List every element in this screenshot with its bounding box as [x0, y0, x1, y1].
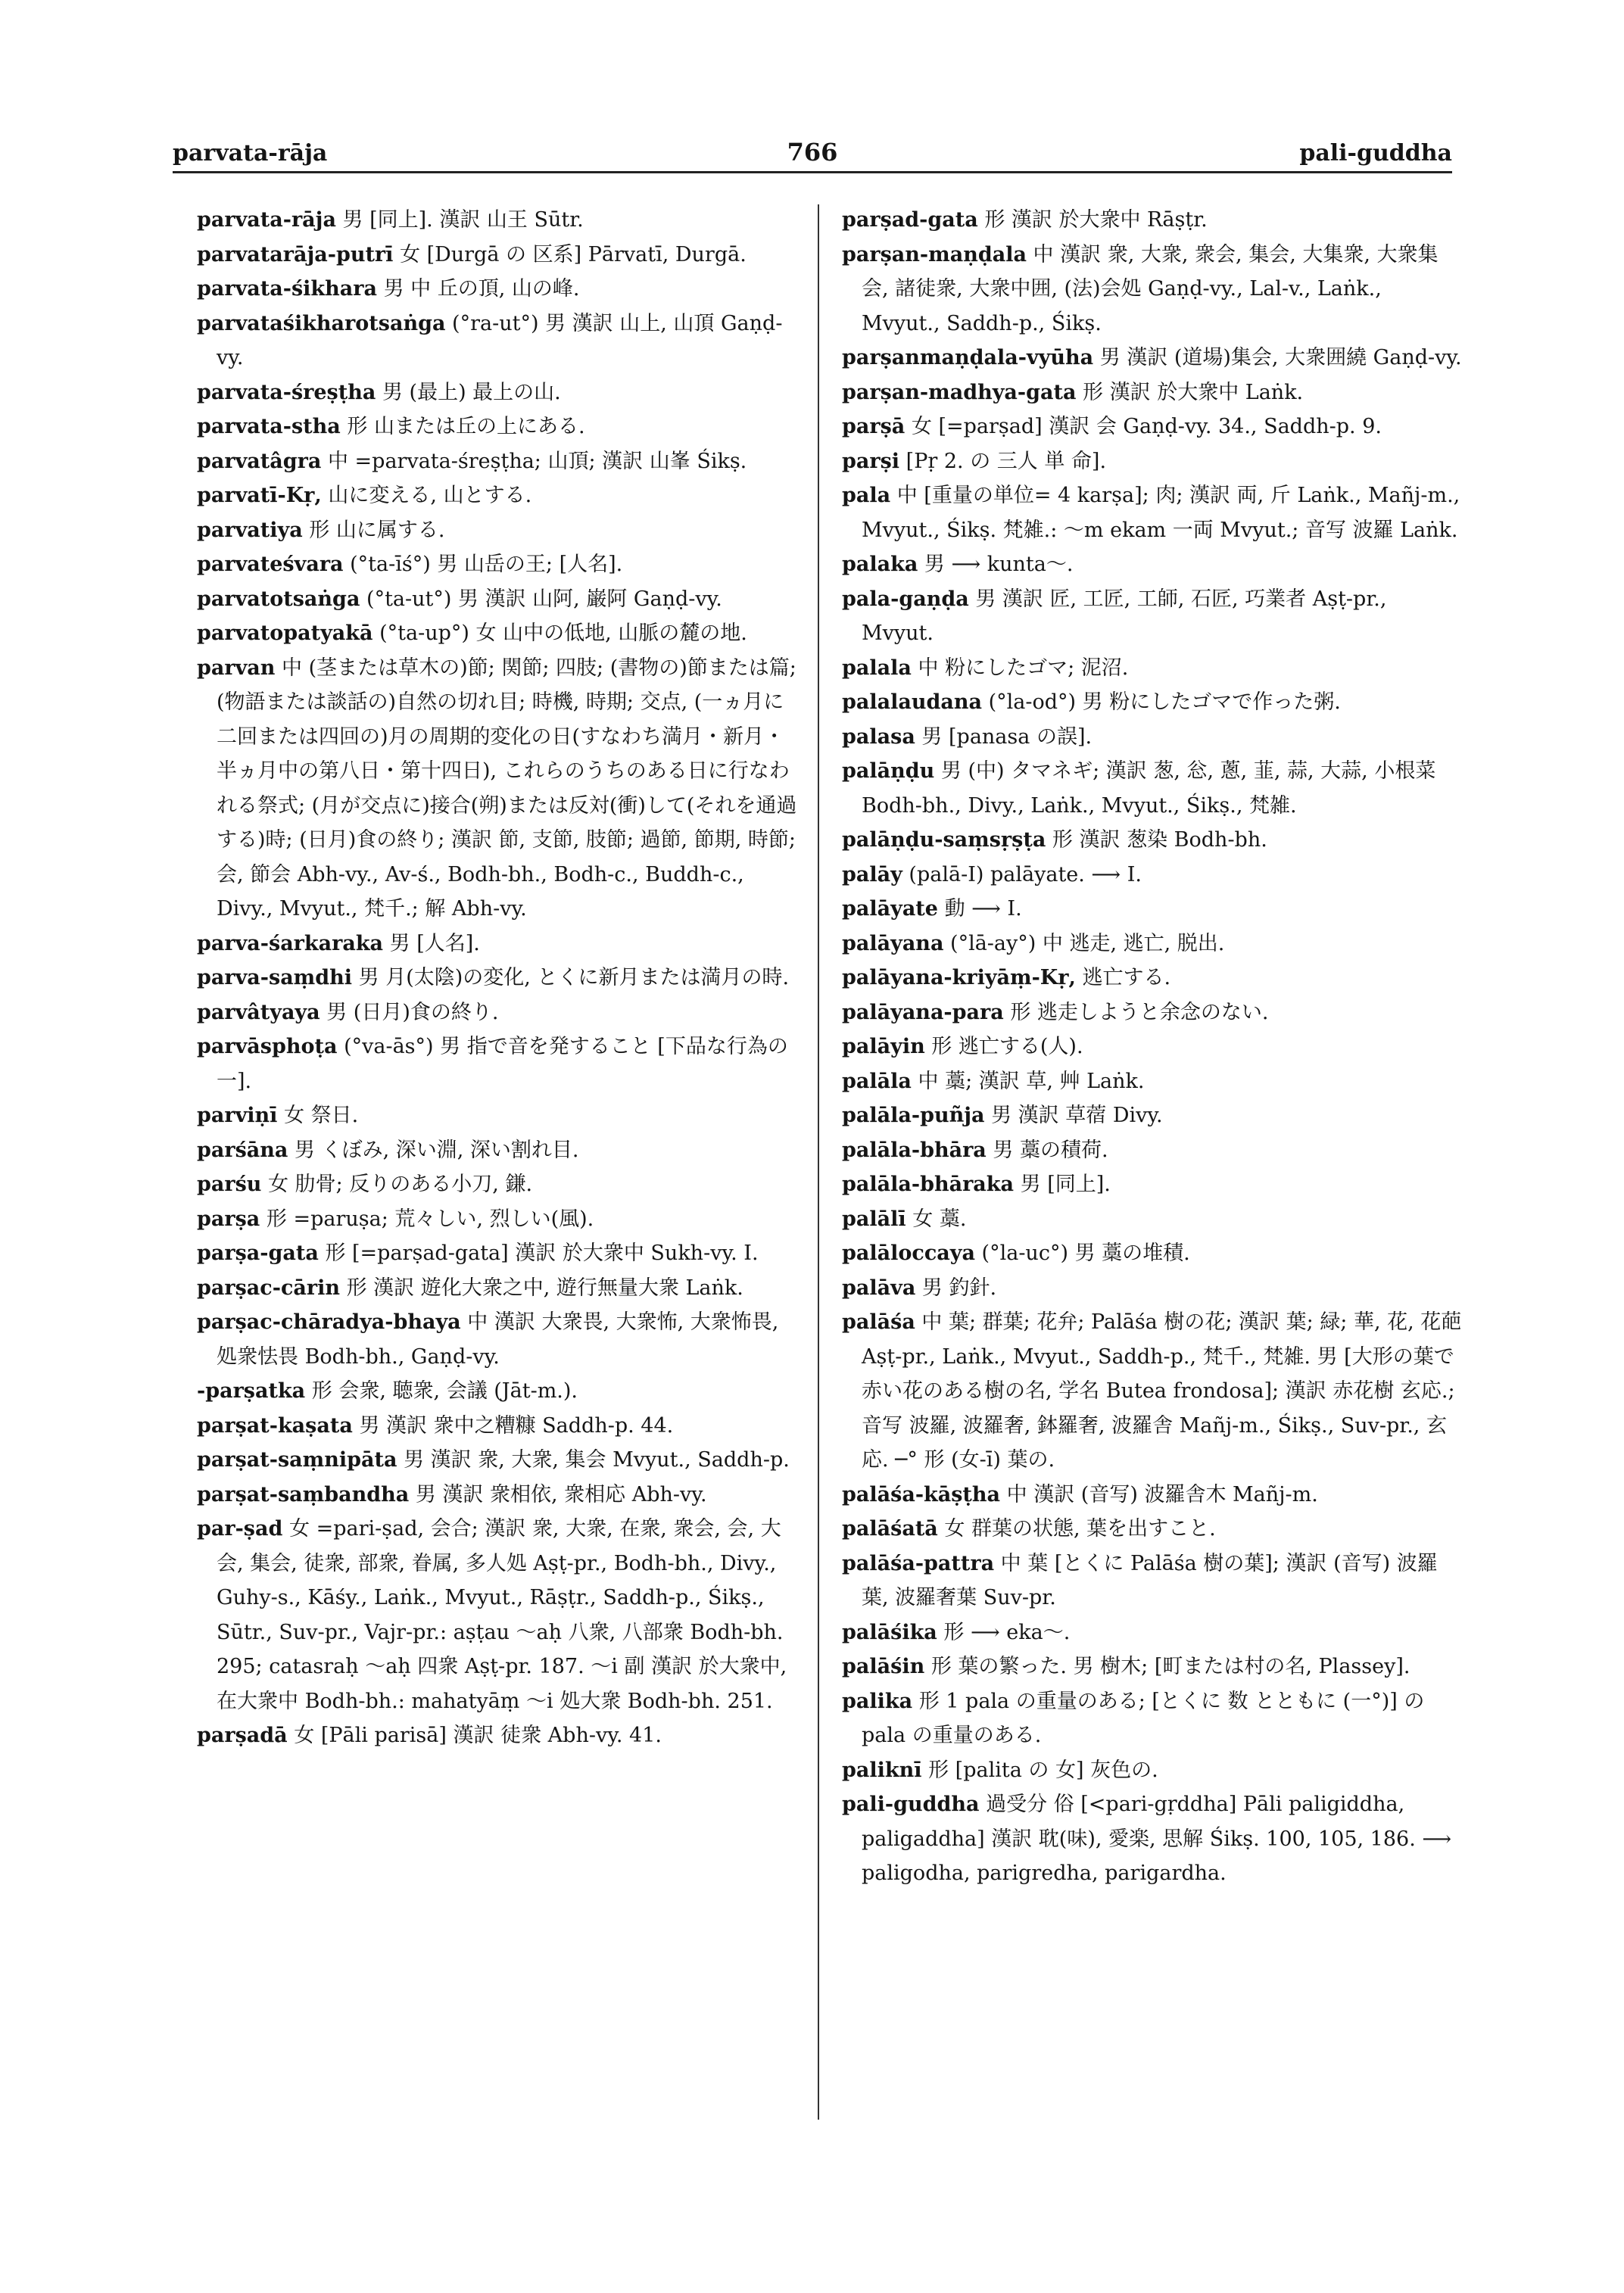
entry-definition: 動 ⟶ I. [944, 897, 1022, 921]
dictionary-entry [197, 961, 803, 995]
entry-definition: 男 月(太陰)の変化, とくに新月または満月の時. [358, 966, 790, 989]
entry-headword: parvatī-Kṛ, [197, 484, 322, 507]
dictionary-entry [197, 651, 803, 927]
entry-definition: 形 ⟶ eka～. [943, 1620, 1071, 1644]
entry-headword: parvata-stha [197, 415, 341, 438]
dictionary-entry [842, 1133, 1463, 1168]
entry-headword: parṣac-cārin [197, 1276, 340, 1300]
dictionary-entry [197, 1305, 803, 1374]
entry-definition: (°ta-up°) 女 山中の低地, 山脈の麓の地. [379, 622, 747, 645]
entry-headword: palāyin [842, 1035, 925, 1058]
entry-headword: palala [842, 656, 912, 680]
entry-headword: palāy [842, 862, 902, 886]
entry-definition: (°va-ās°) 男 指で音を発すること [下品な行為の一]. [217, 1035, 788, 1093]
entry-definition: 形 逃亡する(人). [931, 1035, 1083, 1058]
dictionary-entry [197, 1443, 803, 1478]
entry-headword: palāla-bhāraka [842, 1173, 1015, 1196]
entry-definition: 男 くぼみ, 深い淵, 深い割れ目. [295, 1138, 579, 1162]
dictionary-entry [197, 547, 803, 582]
dictionary-entry [197, 1202, 803, 1237]
dictionary-entry [842, 238, 1463, 341]
entry-definition: 逃亡する. [1082, 966, 1171, 989]
entry-headword: pala-gaṇḍa [842, 587, 969, 611]
dictionary-entry [842, 1547, 1463, 1615]
entry-headword: paliknī [842, 1758, 922, 1782]
entry-definition: 男 漢訳 匠, 工匠, 工師, 石匠, 巧業者 Aṣṭ-pr., Mvyut. [862, 587, 1387, 645]
entry-definition: 中 [重量の単位= 4 karṣa]; 肉; 漢訳 両, 斤 Laṅk., Mañj-m., Mvyut., Śikṣ. 梵雑.: ～m ekam 一両 Mvyut.; 音写 波羅 Laṅk. [862, 484, 1460, 542]
entry-definition: 形 漢訳 葱染 Bodh-bh. [1052, 828, 1267, 852]
entry-headword: parṣac-chāradya-bhaya [197, 1310, 461, 1334]
dictionary-entry [842, 892, 1463, 927]
entry-headword: -parṣatka [197, 1379, 306, 1403]
entry-headword: parvatopatyakā [197, 622, 373, 645]
dictionary-entry [197, 1133, 803, 1168]
entry-definition: 男 [人名]. [389, 931, 480, 955]
entry-definition: 形 山または丘の上にある. [347, 415, 585, 438]
entry-definition: 男 [同上]. [1020, 1173, 1111, 1196]
entry-headword: palaka [842, 553, 918, 576]
dictionary-entry [842, 375, 1463, 410]
dictionary-entry [842, 1202, 1463, 1237]
dictionary-entry [842, 203, 1463, 238]
entry-headword: parvata-rāja [197, 208, 336, 232]
entry-headword: palāyana [842, 931, 944, 955]
entry-definition: 男 漢訳 草蓿 Divy. [991, 1104, 1163, 1127]
page-header [173, 133, 1452, 173]
entry-definition: (°la-uc°) 男 藁の堆積. [981, 1242, 1190, 1265]
entry-definition: 中 漢訳 衆, 大衆, 衆会, 集会, 大集衆, 大衆集会, 諸徒衆, 大衆中囲, (法)会処 Gaṇḍ-vy., Lal-v., Laṅk., Mvyut., Saddh-p., Śikṣ. [862, 242, 1439, 335]
entry-definition: (°ra-ut°) 男 漢訳 山上, 山頂 Gaṇḍ-vy. [217, 311, 783, 369]
entry-headword: parṣat-saṃbandha [197, 1482, 410, 1506]
entry-headword: parśāna [197, 1138, 288, 1162]
entry-definition: (°ta-īś°) 男 山岳の王; [人名]. [350, 553, 623, 576]
dictionary-entry [197, 307, 803, 375]
entry-definition: 中 葉 [とくに Palāśa 樹の葉]; 漢訳 (音写) 波羅葉, 波羅奢葉 Suv-pr. [862, 1551, 1438, 1609]
entry-definition: 形 漢訳 於大衆中 Rāṣṭr. [984, 208, 1208, 232]
entry-definition: 女 藁. [912, 1207, 967, 1231]
dictionary-entry [842, 1753, 1463, 1788]
entry-definition: 過受分 俗 [<pari-gṛddha] Pāli paligiddha, paligaddha] 漢訳 耽(味), 愛楽, 思解 Śikṣ. 100, 105, 186. ⟶ paligodha, parigredha, parigardha. [862, 1793, 1452, 1885]
entry-headword: palāyana-para [842, 1000, 1004, 1024]
entry-definition: 形 漢訳 遊化大衆之中, 遊行無量大衆 Laṅk. [346, 1276, 743, 1300]
dictionary-entry [197, 272, 803, 307]
dictionary-entry [197, 444, 803, 479]
entry-headword: parva-śarkaraka [197, 931, 384, 955]
entry-definition: 女 =pari-ṣad, 会合; 漢訳 衆, 大衆, 在衆, 衆会, 会, 大会, 集会, 徒衆, 部衆, 眷属, 多人処 Aṣṭ-pr., Bodh-bh., Divy., Guhy-s., Kāśy., Laṅk., Mvyut., Rāṣṭr., Saddh-p., Śikṣ., Sūtr., Suv-pr., Vajr-pr.: aṣṭau ～aḥ 八衆, 八部衆 Bodh-bh. 295; catasraḥ ～aḥ 四衆 Aṣṭ-pr. 187. ～i 副 漢訳 於大衆中, 在大衆中 Bodh-bh.: mahatyāṃ ～i 処大衆 Bodh-bh. 251. [217, 1517, 787, 1713]
entry-headword: palāśa [842, 1310, 915, 1334]
entry-definition: 男 (中) タマネギ; 漢訳 葱, 忩, 蔥, 韮, 蒜, 大蒜, 小根菜 Bodh-bh., Divy., Laṅk., Mvyut., Śikṣ., 梵雑. [862, 759, 1436, 818]
entry-headword: pala [842, 484, 891, 507]
entry-definition: (°lā-ay°) 中 逃走, 逃亡, 脱出. [950, 931, 1225, 955]
entry-definition: 男 漢訳 (道場)集会, 大衆囲繞 Gaṇḍ-vy. [1099, 346, 1462, 369]
entry-headword: palāṇḍu-saṃsṛṣṭa [842, 828, 1046, 852]
dictionary-entry [842, 685, 1463, 720]
entry-headword: parvataśikharotsaṅga [197, 311, 446, 335]
entry-definition: 男 漢訳 衆相依, 衆相応 Abh-vy. [415, 1482, 707, 1506]
left-guide-word: parvata-rāja [173, 140, 328, 167]
entry-headword: palāla-puñja [842, 1104, 985, 1127]
dictionary-entry [842, 341, 1463, 375]
entry-headword: parṣā [842, 415, 906, 438]
dictionary-entry [842, 582, 1463, 651]
entry-definition: (°la-od°) 男 粉にしたゴマで作った粥. [988, 690, 1341, 714]
dictionary-entry [842, 1305, 1463, 1478]
entry-definition: 女 群葉の状態, 葉を出すこと. [944, 1517, 1216, 1541]
dictionary-entry [197, 927, 803, 961]
dictionary-entry [197, 1236, 803, 1271]
entry-headword: parṣa [197, 1207, 260, 1231]
entry-definition: 女 [Pāli parisā] 漢訳 徒衆 Abh-vy. 41. [294, 1724, 662, 1747]
entry-definition: 女 肋骨; 反りのある小刀, 鎌. [268, 1173, 533, 1196]
entry-headword: palāśa-kāṣṭha [842, 1482, 1001, 1506]
entry-headword: parvan [197, 656, 276, 680]
entry-headword: parviṇī [197, 1104, 278, 1127]
entry-definition: 男 (最上) 最上の山. [382, 380, 561, 404]
entry-headword: parṣa-gata [197, 1242, 319, 1265]
entry-definition: 形 会衆, 聴衆, 会議 (Jāt-m.). [311, 1379, 578, 1403]
entry-headword: parṣi [842, 449, 900, 473]
entry-headword: parṣadā [197, 1724, 288, 1747]
dictionary-entry [842, 823, 1463, 858]
dictionary-entry [197, 1478, 803, 1513]
entry-definition: 形 [palita の 女] 灰色の. [928, 1758, 1158, 1782]
left-column [197, 203, 803, 1753]
dictionary-entry [197, 513, 803, 548]
dictionary-entry [197, 616, 803, 651]
entry-definition: 男 漢訳 衆中之糟糠 Saddh-p. 44. [359, 1413, 674, 1438]
dictionary-entry [197, 238, 803, 273]
dictionary-entry [197, 1374, 803, 1409]
entry-headword: palāyate [842, 897, 938, 921]
dictionary-entry [842, 1478, 1463, 1513]
entry-definition: 形 1 pala の重量のある; [とくに 数 とともに (一°)] の pala の重量のある. [862, 1689, 1425, 1747]
entry-definition: (°ta-ut°) 男 漢訳 山阿, 巌阿 Gaṇḍ-vy. [366, 587, 722, 611]
entry-definition: 女 [Durgā の 区系] Pārvatī, Durgā. [400, 242, 747, 266]
dictionary-entry [197, 478, 803, 513]
entry-definition: 形 逃走しようと余念のない. [1010, 1000, 1269, 1024]
dictionary-entry [842, 547, 1463, 582]
entry-headword: pali-guddha [842, 1793, 980, 1816]
entry-definition: 男 ⟶ kunta～. [924, 553, 1074, 576]
entry-definition: 男 藁の積荷. [993, 1138, 1108, 1162]
entry-headword: palika [842, 1689, 913, 1713]
entry-headword: palālī [842, 1207, 906, 1231]
entry-definition: 中 =parvata-śreṣṭha; 山頂; 漢訳 山峯 Śikṣ. [327, 449, 747, 473]
dictionary-entry [197, 375, 803, 410]
dictionary-entry [197, 1409, 803, 1444]
entry-definition: 形 漢訳 於大衆中 Laṅk. [1083, 380, 1304, 404]
entry-definition: 男 [同上]. 漢訳 山王 Sūtr. [342, 208, 584, 232]
dictionary-entry [197, 1167, 803, 1202]
entry-headword: parṣanmaṇḍala-vyūha [842, 346, 1094, 369]
entry-headword: parṣan-madhya-gata [842, 380, 1077, 404]
dictionary-entry [842, 1098, 1463, 1133]
dictionary-entry [842, 720, 1463, 755]
entry-headword: palāva [842, 1276, 916, 1300]
entry-headword: palāloccaya [842, 1242, 975, 1265]
dictionary-entry [842, 1615, 1463, 1650]
entry-headword: parvata-śikhara [197, 277, 377, 301]
entry-definition: 男 (日月)食の終り. [326, 1000, 499, 1024]
entry-definition: 男 釣針. [921, 1276, 997, 1300]
dictionary-entry [842, 858, 1463, 893]
dictionary-entry [842, 927, 1463, 961]
entry-headword: palāśatā [842, 1517, 938, 1541]
entry-definition: 山に変える, 山とする. [328, 484, 532, 507]
entry-headword: parvatiya [197, 518, 303, 542]
dictionary-entry [842, 1167, 1463, 1202]
entry-headword: par-ṣad [197, 1517, 283, 1541]
entry-definition: 男 中 丘の頂, 山の峰. [383, 277, 580, 301]
entry-headword: parva-saṃdhi [197, 966, 353, 989]
entry-headword: palāśin [842, 1655, 925, 1678]
dictionary-entry [842, 478, 1463, 547]
dictionary-entry [197, 1271, 803, 1306]
entry-headword: parṣat-kaṣata [197, 1413, 353, 1438]
dictionary-entry [842, 444, 1463, 479]
dictionary-entry [842, 754, 1463, 823]
dictionary-entry [197, 995, 803, 1030]
dictionary-entry [197, 410, 803, 444]
dictionary-entry [197, 203, 803, 238]
entry-headword: parvâtyaya [197, 1000, 320, 1024]
entry-headword: parvāsphoṭa [197, 1035, 338, 1058]
dictionary-entry [197, 1098, 803, 1133]
entry-headword: parvata-śreṣṭha [197, 380, 376, 404]
column-divider [818, 204, 819, 2120]
dictionary-entry [197, 1512, 803, 1718]
entry-headword: palāśika [842, 1620, 937, 1644]
entry-headword: parvateśvara [197, 553, 344, 576]
entry-definition: 中 藁; 漢訳 草, 艸 Laṅk. [918, 1069, 1145, 1093]
dictionary-entry [842, 1787, 1463, 1891]
entry-definition: 男 漢訳 衆, 大衆, 集会 Mvyut., Saddh-p. [404, 1448, 790, 1472]
entry-headword: palāla [842, 1069, 912, 1093]
entry-headword: parṣat-saṃnipāta [197, 1448, 397, 1472]
entry-headword: palalaudana [842, 690, 983, 714]
dictionary-entry [842, 1650, 1463, 1684]
dictionary-entry [842, 1236, 1463, 1271]
entry-definition: 中 漢訳 (音写) 波羅舎木 Mañj-m. [1006, 1482, 1318, 1506]
entry-definition: 中 漢訳 大衆畏, 大衆怖, 大衆怖畏, 処衆怯畏 Bodh-bh., Gaṇḍ-vy. [217, 1310, 779, 1369]
entry-definition: (palā-I) palāyate. ⟶ I. [909, 862, 1142, 886]
entry-definition: 中 葉; 群葉; 花弁; Palāśa 樹の花; 漢訳 葉; 緑; 華, 花, 花葩 Aṣṭ-pr., Laṅk., Mvyut., Saddh-p., 梵千., 梵雑. 男 [大形の葉で赤い花のある樹の名, 学名 Butea frondosa]; 漢訳 赤花樹 玄応.; 音写 波羅, 波羅奢, 鉢羅奢, 波羅舎 Mañj-m., Śikṣ., Suv-pr., 玄応. ─° 形 (女-ī) 葉の. [862, 1310, 1462, 1472]
dictionary-entry [842, 651, 1463, 686]
entry-definition: 形 =paruṣa; 荒々しい, 烈しい(風). [266, 1207, 594, 1231]
dictionary-entry [842, 410, 1463, 444]
dictionary-entry [842, 1512, 1463, 1547]
entry-definition: 形 [=parṣad-gata] 漢訳 於大衆中 Sukh-vy. I. [325, 1242, 759, 1265]
entry-headword: palāṇḍu [842, 759, 935, 783]
entry-headword: palasa [842, 724, 915, 749]
entry-headword: parvatâgra [197, 449, 322, 473]
dictionary-entry [842, 1684, 1463, 1753]
dictionary-entry [197, 1030, 803, 1098]
right-column [842, 203, 1463, 1891]
dictionary-entry [842, 1030, 1463, 1064]
dictionary-entry [197, 1718, 803, 1753]
entry-headword: parśu [197, 1173, 262, 1196]
entry-headword: parvatotsaṅga [197, 587, 360, 611]
dictionary-entry [842, 995, 1463, 1030]
dictionary-entry [197, 582, 803, 617]
entry-headword: parṣad-gata [842, 208, 978, 232]
entry-headword: parvatarāja-putrī [197, 242, 394, 266]
entry-definition: 中 (茎または草木の)節; 関節; 四肢; (書物の)節または篇; (物語または談話の)自然の切れ目; 時機, 時期; 交点, (一ヵ月に二回または四回の)月の周期的変化の日(すなわち満月・新月・半ヵ月中の第八日・第十四日), これらのうちのある日に行なわれる祭式; (月が交点に)接合(朔)または反対(衝)して(それを通過する)時; (日月)食の終り; 漢訳 節, 支節, 肢節; 過節, 節期, 時節; 会, 節会 Abh-vy., Av-ś., Bodh-bh., Bodh-c., Buddh-c., Divy., Mvyut., 梵千.; 解 Abh-vy. [217, 656, 797, 921]
entry-definition: 形 山に属する. [309, 518, 445, 542]
dictionary-entry [842, 1271, 1463, 1306]
entry-definition: 男 [panasa の誤]. [921, 724, 1093, 749]
dictionary-entry [842, 961, 1463, 995]
entry-definition: 中 粉にしたゴマ; 泥沼. [918, 656, 1129, 680]
entry-headword: palāyana-kriyāṃ-Kṛ, [842, 966, 1076, 989]
page-number: 766 [787, 138, 838, 167]
entry-definition: [Pṛ 2. の 三人 単 命]. [906, 449, 1107, 473]
entry-headword: palāśa-pattra [842, 1551, 995, 1575]
entry-headword: parṣan-maṇḍala [842, 242, 1027, 266]
entry-definition: 形 葉の繁った. 男 樹木; [町または村の名, Plassey]. [930, 1655, 1410, 1678]
entry-headword: palāla-bhāra [842, 1138, 987, 1162]
right-guide-word: pali-guddha [1299, 140, 1452, 167]
dictionary-entry [842, 1064, 1463, 1099]
entry-definition: 女 [=parṣad] 漢訳 会 Gaṇḍ-vy. 34., Saddh-p. 9. [911, 415, 1382, 438]
entry-definition: 女 祭日. [284, 1104, 359, 1127]
